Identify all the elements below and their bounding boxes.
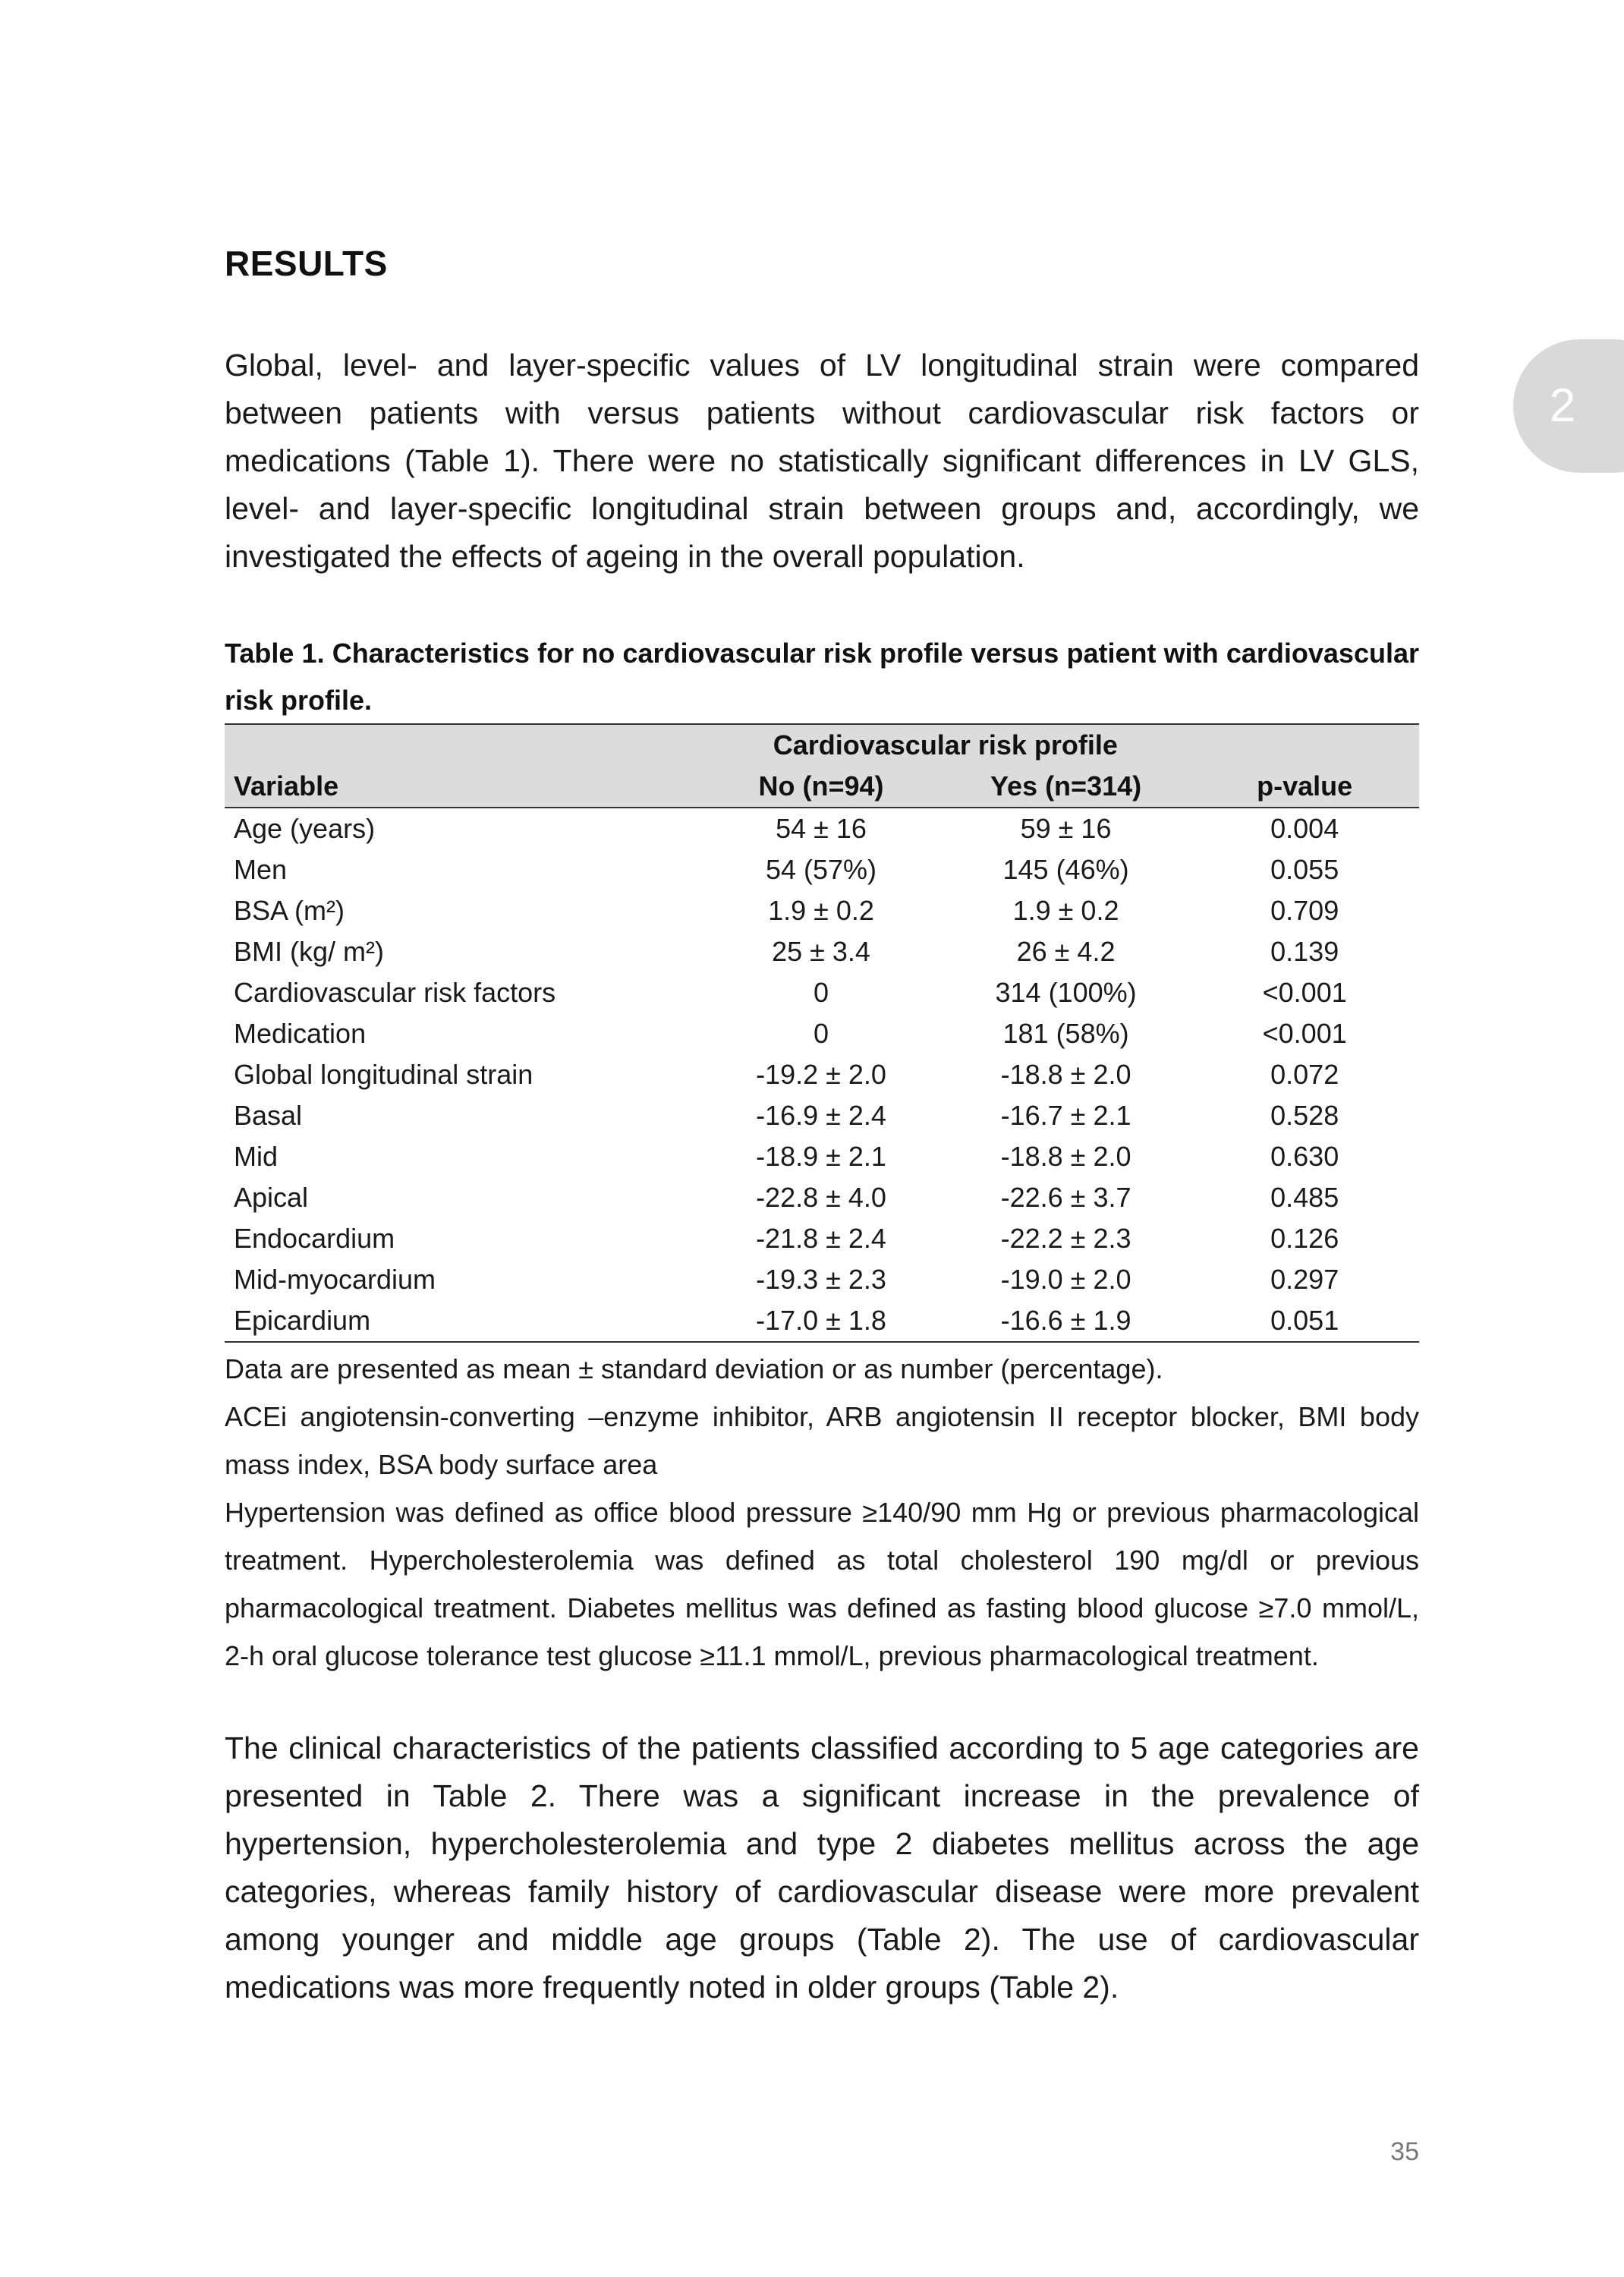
cell-pvalue: 0.630 — [1270, 1141, 1339, 1172]
table-caption: Table 1. Characteristics for no cardiovascular risk profile versus patient with cardiovascular risk profile. — [225, 638, 1419, 716]
cell-variable: Basal — [234, 1100, 303, 1131]
column-header-variable: Variable — [225, 766, 700, 808]
cell-pvalue: <0.001 — [1262, 1018, 1347, 1049]
cell-yes: 181 (58%) — [1002, 1018, 1129, 1049]
cell-yes: -18.8 ± 2.0 — [1000, 1141, 1131, 1172]
column-header-no: No (n=94) — [700, 766, 942, 808]
cell-variable: Epicardium — [225, 1300, 700, 1342]
results-paragraph-2: The clinical characteristics of the patients classified according to 5 age categories are presented in Table 2. There was a significant increase in the prevalence of hypertension, hypercholesterolemia and type 2 diabetes mellitus across the age categories, whereas family history of cardiovascular disease were more prevalent among younger and middle age groups (Table 2). The use of cardiovascular medications was more frequently noted in older groups (Table 2). — [225, 1731, 1419, 2005]
cell-yes: -19.0 ± 2.0 — [1000, 1264, 1131, 1295]
table-row — [225, 931, 1419, 972]
cell-variable: Cardiovascular risk factors — [234, 977, 556, 1008]
table-row — [225, 1259, 1419, 1300]
column-header-pvalue: p-value — [1190, 766, 1419, 808]
table-note: Hypertension was defined as office blood pressure ≥140/90 mm Hg or previous pharmacological treatment. Hypercholesterolemia was defined as total cholesterol 190 mg/dl or previous pharmacological treatment. Diabetes mellitus was defined as fasting blood glucose ≥7.0 mmol/L, 2-h oral glucose tolerance test glucose ≥11.1 mmol/L, previous pharmacological treatment. — [225, 1497, 1419, 1671]
table-row — [225, 1136, 1419, 1177]
cell-pvalue: 0.139 — [1270, 936, 1339, 967]
cell-variable: Medication — [234, 1018, 367, 1049]
cell-yes: 1.9 ± 0.2 — [1012, 895, 1119, 926]
chapter-number: 2 — [1549, 380, 1576, 432]
cell-pvalue: 0.004 — [1270, 813, 1339, 844]
group-header: Cardiovascular risk profile — [700, 724, 1190, 766]
cell-variable: Age (years) — [234, 813, 376, 844]
cell-variable: Endocardium — [234, 1223, 395, 1254]
table-row — [225, 1013, 1419, 1054]
cell-no: 0 — [813, 977, 829, 1008]
table-note: ACEi angiotensin-converting –enzyme inhibitor, ARB angiotensin II receptor blocker, BMI body mass index, BSA body surface area — [225, 1401, 1419, 1480]
cell-no: 54 ± 16 — [776, 813, 867, 844]
cell-no: 54 (57%) — [765, 854, 877, 885]
table-row — [225, 1177, 1419, 1218]
cell-no: -17.0 ± 1.8 — [700, 1300, 942, 1342]
cell-variable: Mid — [234, 1141, 279, 1172]
cell-yes: -16.7 ± 2.1 — [1000, 1100, 1131, 1131]
cell-no: -16.9 ± 2.4 — [756, 1100, 886, 1131]
table-notes — [225, 1345, 1419, 1680]
table-row — [225, 972, 1419, 1013]
cell-no: -19.2 ± 2.0 — [756, 1059, 886, 1090]
cell-pvalue: 0.055 — [1270, 854, 1339, 885]
cell-yes: 59 ± 16 — [1020, 813, 1112, 844]
table-row — [225, 808, 1419, 849]
cell-no: 0 — [813, 1018, 829, 1049]
cell-variable: BSA (m²) — [234, 895, 345, 926]
cell-yes: -22.6 ± 3.7 — [1000, 1182, 1131, 1213]
cell-variable: Global longitudinal strain — [234, 1059, 533, 1090]
table-row — [225, 890, 1419, 931]
table-group-header-row — [225, 724, 1419, 766]
cell-no: -22.8 ± 4.0 — [756, 1182, 886, 1213]
table-row — [225, 1218, 1419, 1259]
characteristics-table — [225, 723, 1419, 1343]
cell-pvalue: <0.001 — [1262, 977, 1347, 1008]
table-note: Data are presented as mean ± standard deviation or as number (percentage). — [225, 1353, 1163, 1384]
cell-pvalue: 0.072 — [1270, 1059, 1339, 1090]
cell-yes: 26 ± 4.2 — [1016, 936, 1116, 967]
cell-yes: 314 (100%) — [995, 977, 1137, 1008]
cell-no: -18.9 ± 2.1 — [756, 1141, 886, 1172]
cell-yes: -18.8 ± 2.0 — [1000, 1059, 1131, 1090]
cell-pvalue: 0.051 — [1190, 1300, 1419, 1342]
cell-variable: Apical — [234, 1182, 309, 1213]
table-row — [225, 849, 1419, 890]
cell-no: -21.8 ± 2.4 — [756, 1223, 886, 1254]
cell-pvalue: 0.709 — [1270, 895, 1339, 926]
cell-no: 25 ± 3.4 — [772, 936, 870, 967]
cell-yes: -22.2 ± 2.3 — [1000, 1223, 1131, 1254]
cell-no: 1.9 ± 0.2 — [768, 895, 874, 926]
cell-pvalue: 0.126 — [1270, 1223, 1339, 1254]
table-row — [225, 1054, 1419, 1095]
column-header-yes: Yes (n=314) — [942, 766, 1191, 808]
cell-variable: Men — [234, 854, 288, 885]
cell-pvalue: 0.297 — [1270, 1264, 1339, 1295]
section-heading: RESULTS — [225, 244, 388, 283]
cell-yes: 145 (46%) — [1002, 854, 1129, 885]
cell-pvalue: 0.485 — [1270, 1182, 1339, 1213]
cell-no: -19.3 ± 2.3 — [756, 1264, 886, 1295]
cell-pvalue: 0.528 — [1270, 1100, 1339, 1131]
page-number: 35 — [1390, 2137, 1419, 2166]
results-paragraph-1: Global, level- and layer-specific values of LV longitudinal strain were compared between patients with versus patients without cardiovascular risk factors or medications (Table 1). There were no statistically significant differences in LV GLS, level- and layer-specific longitudinal strain between groups and, accordingly, we investigated the effects of ageing in the overall population. — [225, 348, 1419, 574]
table-column-header-row — [225, 766, 1419, 808]
cell-yes: -16.6 ± 1.9 — [942, 1300, 1191, 1342]
cell-variable: BMI (kg/ m²) — [234, 936, 384, 967]
table-row — [225, 1300, 1419, 1342]
cell-variable: Mid-myocardium — [234, 1264, 436, 1295]
table-row — [225, 1095, 1419, 1136]
